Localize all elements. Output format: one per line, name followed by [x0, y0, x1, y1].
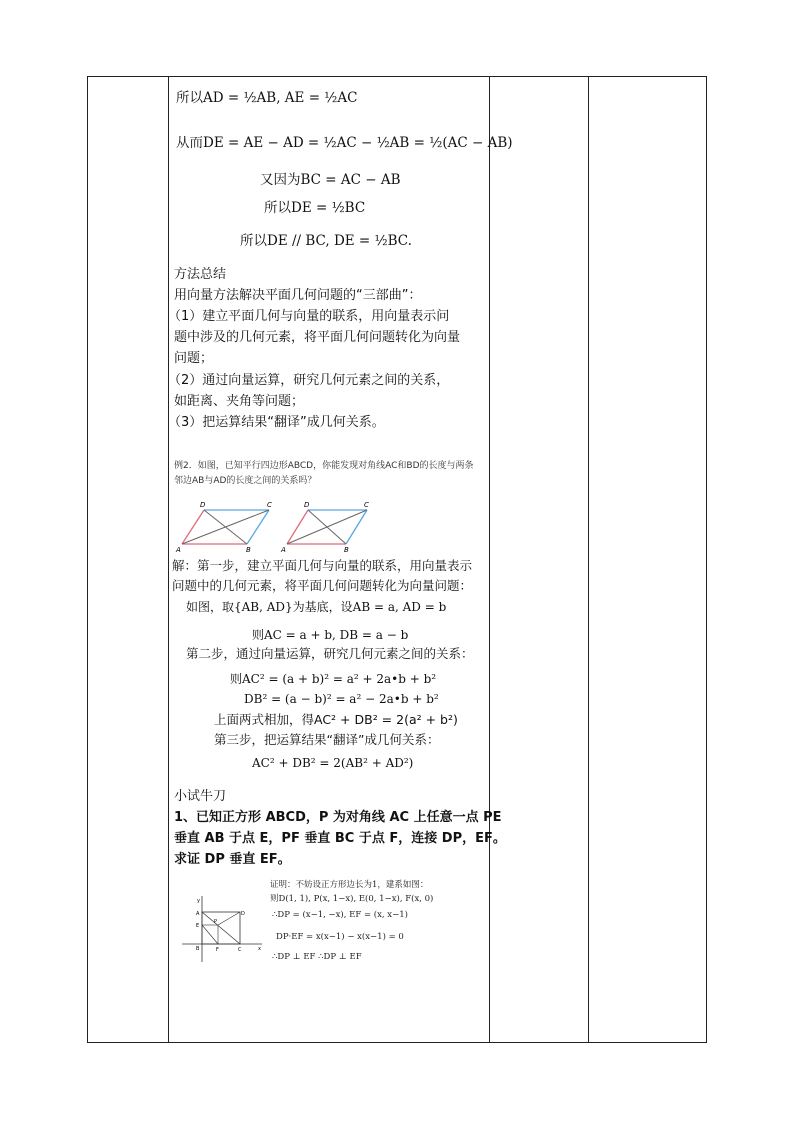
- derivation-line-2: 从而DE = AE − AD = ½AC − ½AB = ½(AC − AB): [176, 135, 513, 151]
- label-d: D: [304, 501, 310, 509]
- label-d: D: [241, 911, 245, 917]
- summary-heading: 方法总结: [174, 267, 227, 282]
- label-c: C: [238, 947, 242, 953]
- summary-step-2b: 如距离、夹角等问题；: [174, 394, 305, 409]
- solution-line-1: 解：第一步，建立平面几何与向量的联系，用向量表示: [172, 558, 473, 573]
- label-c: C: [267, 501, 272, 509]
- solution-line-4: 则AC = a + b, DB = a − b: [252, 628, 409, 642]
- solution-line-6: 则AC² = (a + b)² = a² + 2a•b + b²: [230, 672, 437, 686]
- practice-heading: 小试牛刀: [174, 789, 227, 804]
- label-b: B: [246, 546, 251, 554]
- axis-y: y: [197, 898, 200, 904]
- content-cell: [168, 76, 513, 1043]
- solution-line-2: 问题中的几何元素，将平面几何问题转化为向量问题：: [172, 578, 473, 593]
- column-divider: [588, 77, 589, 1042]
- derivation-line-4: 所以DE = ½BC: [264, 200, 366, 216]
- solution-line-9: 第三步，把运算结果“翻译”成几何关系：: [214, 732, 440, 747]
- example2-prompt-a: 例2．如图，已知平行四边形ABCD，你能发现对角线AC和BD的长度与两条: [174, 461, 474, 471]
- derivation-line-3: 又因为BC = AC − AB: [260, 172, 401, 188]
- label-a: A: [176, 546, 181, 554]
- practice-line-1: 1、已知正方形 ABCD，P 为对角线 AC 上任意一点 PE: [174, 810, 502, 825]
- proof-line-2: 则D(1, 1), P(x, 1−x), E(0, 1−x), F(x, 0): [270, 894, 434, 904]
- summary-step-3: （3）把运算结果“翻译”成几何关系。: [168, 415, 385, 430]
- solution-line-8: 上面两式相加，得AC² + DB² = 2(a² + b²): [214, 712, 458, 727]
- solution-line-5: 第二步，通过向量运算，研究几何元素之间的关系：: [186, 646, 474, 661]
- solution-line-3: 如图，取{AB, AD}为基底，设AB = a, AD = b: [186, 600, 447, 614]
- summary-step-1a: （1）建立平面几何与向量的联系，用向量表示问: [168, 309, 450, 324]
- proof-line-4: DP·EF = x(x−1) − x(x−1) = 0: [276, 932, 404, 942]
- axis-x: x: [258, 946, 261, 952]
- label-b: B: [344, 546, 349, 554]
- proof-line-5: ∴DP ⊥ EF ∴DP ⊥ EF: [272, 952, 362, 962]
- practice-line-3: 求证 DP 垂直 EF。: [174, 852, 291, 867]
- summary-step-1b: 题中涉及的几何元素，将平面几何问题转化为向量: [174, 330, 461, 345]
- summary-step-1c: 问题；: [174, 351, 214, 366]
- label-p: P: [214, 919, 218, 925]
- label-d: D: [200, 501, 206, 509]
- derivation-line-5: 所以DE // BC, DE = ½BC.: [240, 233, 412, 249]
- label-b: B: [196, 946, 200, 952]
- practice-line-2: 垂直 AB 于点 E，PF 垂直 BC 于点 F，连接 DP，EF。: [174, 831, 506, 846]
- label-a: A: [281, 546, 286, 554]
- label-a: A: [196, 911, 200, 917]
- summary-step-2a: （2）通过向量运算，研究几何元素之间的关系，: [168, 373, 450, 388]
- label-e: E: [196, 923, 200, 929]
- parallelogram-figure: [174, 496, 370, 554]
- proof-line-3: ∴DP = (x−1, −x), EF = (x, x−1): [272, 910, 408, 920]
- label-f: F: [216, 947, 219, 953]
- example2-prompt-b: 邻边AB与AD的长度之间的关系吗？: [174, 476, 317, 486]
- label-c: C: [364, 501, 369, 509]
- summary-intro: 用向量方法解决平面几何问题的“三部曲”：: [174, 288, 422, 303]
- proof-line-1: 证明：不妨设正方形边长为1，建系如图：: [270, 880, 429, 890]
- column-divider: [489, 77, 490, 1042]
- parallelogram-left: [175, 501, 272, 554]
- solution-line-10: AC² + DB² = 2(AB² + AD²): [252, 756, 414, 770]
- derivation-line-1: 所以AD = ½AB, AE = ½AC: [176, 90, 358, 106]
- square-coordinate-figure: [180, 894, 264, 964]
- parallelogram-right: [280, 501, 369, 554]
- solution-line-7: DB² = (a − b)² = a² − 2a•b + b²: [244, 692, 439, 706]
